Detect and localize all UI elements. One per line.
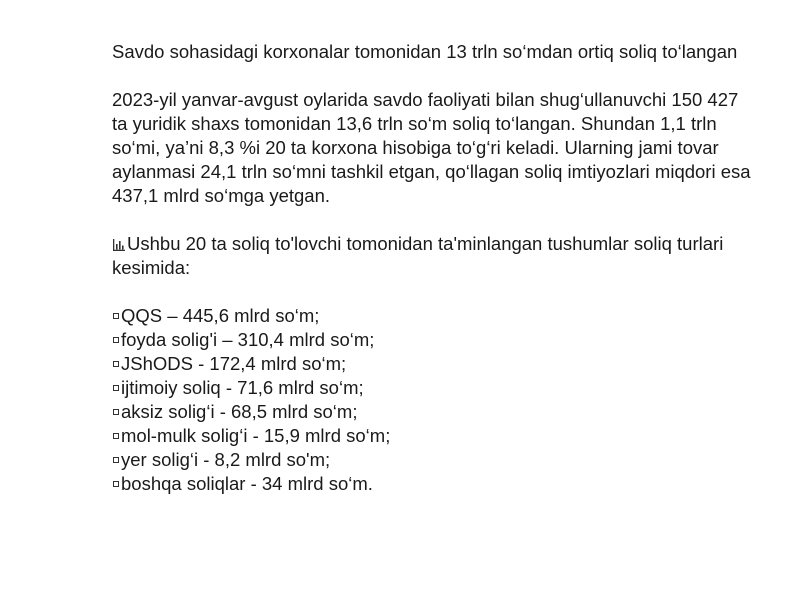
small-square-bullet-icon: [113, 385, 119, 391]
tax-breakdown-intro-text: Ushbu 20 ta soliq to'lovchi tomonidan ta'minlangan tushumlar soliq turlari kesimida:: [112, 233, 724, 278]
list-item-text: ijtimoiy soliq - 71,6 mlrd so‘m;: [121, 377, 364, 398]
small-square-bullet-icon: [113, 433, 119, 439]
small-square-bullet-icon: [113, 481, 119, 487]
list-item: [112, 472, 752, 496]
list-item-text: QQS – 445,6 mlrd so‘m;: [121, 305, 320, 326]
small-square-bullet-icon: [113, 457, 119, 463]
list-item: [112, 352, 752, 376]
list-item-text: aksiz solig‘i - 68,5 mlrd so‘m;: [121, 401, 358, 422]
list-item-text: JShODS - 172,4 mlrd so‘m;: [121, 353, 347, 374]
small-square-bullet-icon: [113, 313, 119, 319]
list-item: [112, 424, 752, 448]
small-square-bullet-icon: [113, 409, 119, 415]
article-title: Savdo sohasidagi korxonalar tomonidan 13 trln so‘mdan ortiq soliq to‘langan: [112, 41, 738, 62]
article: [112, 40, 752, 496]
bar-chart-icon: [112, 238, 126, 252]
tax-type-list: [112, 304, 752, 496]
list-item: [112, 448, 752, 472]
article-body: 2023-yil yanvar-avgust oylarida savdo faoliyati bilan shug‘ullanuvchi 150 427 ta yuridik shaxs tomonidan 13,6 trln so‘m soliq to‘langan. Shundan 1,1 trln so‘mi, ya’ni 8,3 %i 20 ta korxona hisobiga to‘g‘ri keladi. Ularning jami tovar aylanmasi 24,1 trln so‘mni tashkil etgan, qo‘llagan soliq imtiyozlari miqdori esa 437,1 mlrd so‘mga yetgan.: [112, 89, 751, 206]
list-item: [112, 376, 752, 400]
list-item-text: boshqa soliqlar - 34 mlrd so‘m.: [121, 473, 373, 494]
list-item-text: yer solig‘i - 8,2 mlrd so'm;: [121, 449, 331, 470]
list-item-text: foyda solig'i – 310,4 mlrd so‘m;: [121, 329, 375, 350]
small-square-bullet-icon: [113, 337, 119, 343]
list-item: [112, 400, 752, 424]
small-square-bullet-icon: [113, 361, 119, 367]
list-item: [112, 304, 752, 328]
list-item: [112, 328, 752, 352]
list-item-text: mol-mulk solig‘i - 15,9 mlrd so‘m;: [121, 425, 391, 446]
tax-breakdown-intro: [112, 232, 752, 280]
